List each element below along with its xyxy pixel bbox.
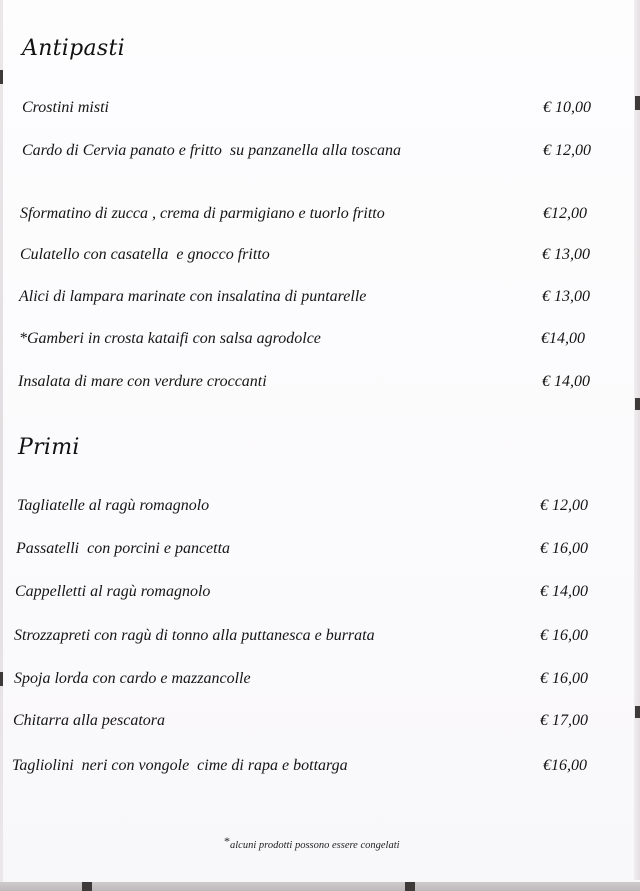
menu-item	[0, 142, 640, 166]
paper-edge-mark	[0, 70, 3, 84]
menu-item	[0, 246, 640, 270]
item-name: *Gamberi in crosta kataifi con salsa agrodolce	[19, 330, 321, 347]
section-title-antipasti: Antipasti	[22, 36, 125, 61]
menu-item	[0, 497, 640, 521]
item-name: Alici di lampara marinate con insalatina di puntarelle	[19, 288, 367, 305]
item-price: € 16,00	[540, 627, 588, 644]
item-price: € 16,00	[540, 540, 588, 557]
footnote	[224, 834, 400, 851]
menu-item	[0, 757, 640, 781]
item-name: Sformatino di zucca , crema di parmigiano e tuorlo fritto	[20, 205, 385, 222]
menu-item	[0, 99, 640, 123]
item-name: Insalata di mare con verdure croccanti	[18, 373, 267, 390]
item-name: Chitarra alla pescatora	[13, 712, 166, 729]
item-name: Crostini misti	[22, 99, 109, 116]
menu-item	[0, 373, 640, 397]
menu-item	[0, 330, 640, 354]
item-price: € 10,00	[543, 99, 591, 116]
item-price: € 14,00	[542, 373, 590, 390]
item-price: € 13,00	[542, 246, 590, 263]
item-name: Culatello con casatella e gnocco fritto	[20, 246, 270, 263]
item-price: € 13,00	[542, 288, 590, 305]
menu-item	[0, 540, 640, 564]
menu-item	[0, 670, 640, 694]
item-name: Spoja lorda con cardo e mazzancolle	[14, 670, 251, 687]
item-price: €16,00	[543, 757, 587, 774]
item-price: € 12,00	[540, 497, 588, 514]
menu-item	[0, 288, 640, 312]
paper-edge-mark	[82, 882, 92, 891]
item-price: € 16,00	[540, 670, 588, 687]
item-name: Cappelletti al ragù romagnolo	[15, 583, 211, 600]
menu-item	[0, 205, 640, 229]
item-price: € 14,00	[540, 583, 588, 600]
paper-edge-mark	[405, 882, 415, 891]
asterisk-marker: *	[224, 834, 230, 848]
section-title-primi: Primi	[18, 435, 80, 460]
menu-item	[0, 583, 640, 607]
item-price: € 17,00	[540, 712, 588, 729]
item-price: €12,00	[543, 205, 587, 222]
item-price: €14,00	[541, 330, 585, 347]
paper-bottom-edge	[0, 882, 640, 891]
menu-item	[0, 627, 640, 651]
paper-edge-mark	[635, 398, 640, 410]
item-name: Tagliatelle al ragù romagnolo	[17, 497, 210, 514]
item-name: Strozzapreti con ragù di tonno alla puttanesca e burrata	[14, 627, 375, 644]
item-price: € 12,00	[543, 142, 591, 159]
menu-item	[0, 712, 640, 736]
item-name: Passatelli con porcini e pancetta	[16, 540, 231, 557]
item-name: Cardo di Cervia panato e fritto su panzanella alla toscana	[22, 142, 401, 159]
footnote-text: alcuni prodotti possono essere congelati	[230, 840, 400, 851]
paper-right-edge	[634, 0, 640, 880]
item-name: Tagliolini neri con vongole cime di rapa e bottarga	[12, 757, 348, 774]
